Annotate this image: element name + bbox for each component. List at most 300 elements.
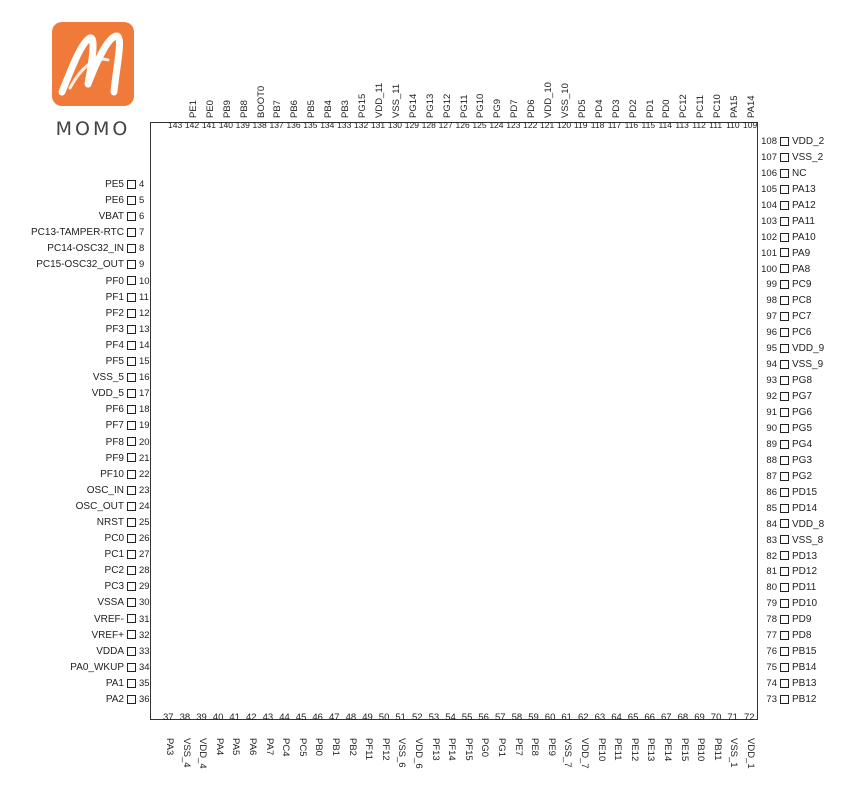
pin-number: 103 bbox=[761, 215, 777, 227]
pin-right-98 bbox=[757, 295, 811, 307]
pin-label: PA11 bbox=[792, 215, 815, 227]
pin-number: 18 bbox=[139, 404, 150, 416]
pin-label: PD12 bbox=[792, 566, 818, 578]
pin-right-100 bbox=[757, 264, 810, 276]
pin-right-104 bbox=[757, 200, 816, 212]
logo-text: MOMO bbox=[55, 118, 131, 140]
pin-label: PG7 bbox=[792, 391, 813, 403]
pin-number: 71 bbox=[727, 712, 738, 723]
pin-number: 115 bbox=[641, 120, 656, 130]
pin-label: VDD_11 bbox=[373, 82, 385, 118]
pin-label: VSS_6 bbox=[396, 738, 408, 768]
pin-left-4 bbox=[105, 179, 153, 191]
pin-top-117 bbox=[607, 60, 625, 130]
pin-right-103 bbox=[757, 216, 815, 228]
pin-number: 14 bbox=[139, 339, 150, 351]
pin-pad bbox=[780, 535, 789, 544]
pin-number: 20 bbox=[139, 436, 150, 448]
chip-body bbox=[150, 122, 758, 720]
pin-number: 131 bbox=[370, 120, 386, 130]
pin-left-32 bbox=[91, 630, 153, 642]
pin-right-77 bbox=[757, 630, 811, 642]
pin-top-109 bbox=[743, 60, 760, 130]
pin-bottom-47 bbox=[329, 712, 345, 772]
pin-pad bbox=[127, 518, 136, 527]
pin-right-89 bbox=[757, 439, 812, 451]
pin-number: 129 bbox=[404, 120, 419, 130]
pin-label: PB9 bbox=[221, 100, 233, 118]
pin-label: PG13 bbox=[424, 93, 436, 118]
pin-top-143 bbox=[168, 60, 185, 130]
pin-label: PD7 bbox=[509, 99, 521, 118]
pin-right-108 bbox=[757, 136, 824, 148]
pin-label: VSS_2 bbox=[792, 151, 824, 163]
pin-number: 33 bbox=[139, 645, 150, 657]
pin-number: 40 bbox=[212, 712, 224, 723]
pin-number: 82 bbox=[766, 550, 777, 562]
pin-label: VDD_9 bbox=[792, 343, 825, 355]
pin-label: PE9 bbox=[545, 738, 557, 756]
pin-label: PB10 bbox=[695, 738, 707, 762]
pin-top-112 bbox=[692, 60, 709, 130]
pin-number: 62 bbox=[578, 712, 589, 723]
pin-pad bbox=[780, 280, 789, 289]
pin-right-107 bbox=[757, 152, 823, 164]
pin-number: 117 bbox=[607, 120, 622, 130]
pin-number: 32 bbox=[139, 629, 150, 641]
pin-label: PG14 bbox=[407, 93, 419, 118]
pin-top-128 bbox=[421, 60, 439, 130]
pin-right-79 bbox=[757, 598, 817, 610]
pin-label: PA15 bbox=[729, 95, 741, 118]
pin-number: 21 bbox=[139, 452, 150, 464]
pin-top-118 bbox=[590, 60, 608, 130]
pin-pad bbox=[127, 228, 136, 237]
pin-label: PF13 bbox=[429, 738, 441, 761]
pin-left-33 bbox=[96, 646, 153, 658]
pin-number: 9 bbox=[139, 259, 145, 271]
pin-left-11 bbox=[106, 292, 153, 304]
pin-bottom-58 bbox=[512, 712, 528, 772]
pin-label: PG3 bbox=[792, 454, 813, 466]
pin-bottom-56 bbox=[478, 712, 494, 772]
pin-label: PF4 bbox=[105, 339, 124, 351]
pin-label: PF9 bbox=[105, 452, 124, 464]
pin-left-30 bbox=[97, 597, 153, 609]
pin-number: 133 bbox=[337, 120, 352, 130]
pin-right-86 bbox=[757, 487, 817, 499]
pin-number: 102 bbox=[761, 231, 777, 243]
pin-top-120 bbox=[556, 60, 574, 130]
pin-label: PE1 bbox=[187, 100, 199, 118]
pin-bottom-68 bbox=[678, 712, 694, 772]
pin-number: 31 bbox=[139, 613, 150, 625]
pin-number: 54 bbox=[445, 712, 456, 723]
pin-label: PB11 bbox=[711, 738, 723, 761]
pin-label: OSC_OUT bbox=[75, 500, 124, 512]
pin-left-14 bbox=[106, 340, 153, 352]
pin-label: PA6 bbox=[247, 738, 258, 756]
pin-bottom-66 bbox=[644, 712, 660, 772]
pin-pad bbox=[127, 325, 136, 334]
pin-left-27 bbox=[105, 549, 153, 561]
pin-pad bbox=[780, 248, 789, 257]
pin-pad bbox=[780, 296, 789, 305]
pin-number: 79 bbox=[766, 598, 777, 610]
pin-bottom-43 bbox=[263, 712, 279, 772]
pin-label: PA5 bbox=[230, 738, 242, 756]
pin-pad bbox=[127, 276, 136, 285]
pin-label: PC12 bbox=[678, 94, 690, 118]
pin-number: 61 bbox=[561, 712, 572, 723]
pin-label: PD0 bbox=[661, 99, 673, 118]
pin-number: 140 bbox=[218, 120, 233, 130]
pin-right-90 bbox=[757, 423, 812, 435]
pin-number: 110 bbox=[726, 120, 740, 130]
pin-bottom-65 bbox=[628, 712, 644, 772]
pin-right-97 bbox=[757, 311, 811, 323]
pin-label: VDD_7 bbox=[579, 738, 590, 769]
pin-number: 19 bbox=[139, 420, 150, 432]
pin-number: 46 bbox=[312, 712, 323, 723]
pin-number: 105 bbox=[761, 183, 777, 195]
pin-bottom-72 bbox=[744, 712, 760, 772]
pin-number: 93 bbox=[766, 375, 777, 387]
pin-number: 114 bbox=[658, 120, 672, 130]
pin-label: PG10 bbox=[475, 93, 487, 118]
pin-number: 94 bbox=[766, 359, 777, 371]
pin-pad bbox=[127, 566, 136, 575]
pin-label: PC5 bbox=[296, 738, 308, 757]
pin-top-111 bbox=[709, 60, 726, 130]
pin-right-74 bbox=[757, 678, 816, 690]
pin-top-116 bbox=[624, 60, 642, 130]
pin-pad bbox=[780, 599, 789, 608]
pin-number: 125 bbox=[472, 120, 487, 130]
pin-number: 64 bbox=[611, 712, 622, 723]
pin-pad bbox=[127, 260, 136, 269]
pin-label: PE7 bbox=[512, 738, 524, 756]
pin-top-142 bbox=[184, 60, 202, 130]
pin-pad bbox=[127, 614, 136, 623]
pin-number: 132 bbox=[354, 120, 369, 130]
pin-pad bbox=[127, 453, 136, 462]
pin-label: PB14 bbox=[792, 662, 817, 674]
pin-label: PF5 bbox=[105, 356, 124, 368]
pin-number: 109 bbox=[743, 120, 758, 130]
pin-top-133 bbox=[337, 60, 354, 130]
pin-pad bbox=[780, 185, 789, 194]
pin-pad bbox=[780, 440, 789, 449]
pin-label: PC2 bbox=[104, 565, 124, 577]
pin-bottom-50 bbox=[379, 712, 395, 772]
pin-label: PD4 bbox=[593, 99, 605, 118]
pin-number: 126 bbox=[455, 120, 470, 130]
pin-number: 76 bbox=[766, 646, 777, 658]
pin-number: 107 bbox=[761, 151, 777, 163]
pin-right-95 bbox=[757, 343, 824, 355]
pin-top-139 bbox=[235, 60, 253, 130]
pin-pad bbox=[780, 201, 789, 210]
pin-number: 123 bbox=[506, 120, 521, 130]
pin-pad bbox=[780, 360, 789, 369]
pin-number: 97 bbox=[766, 311, 777, 323]
pin-left-18 bbox=[106, 404, 153, 416]
pin-label: PD10 bbox=[792, 598, 818, 610]
pin-bottom-71 bbox=[727, 712, 743, 772]
pin-label: PE5 bbox=[105, 179, 124, 190]
pin-label: BOOT0 bbox=[255, 85, 267, 118]
pin-pad bbox=[780, 376, 789, 385]
pin-label: VBAT bbox=[98, 211, 124, 223]
pin-label: PE15 bbox=[678, 738, 690, 762]
pin-top-132 bbox=[354, 60, 371, 130]
pin-label: PD9 bbox=[792, 614, 812, 626]
pin-pad bbox=[127, 534, 136, 543]
pin-label: PE13 bbox=[645, 738, 657, 762]
pin-left-19 bbox=[106, 420, 153, 432]
pin-number: 37 bbox=[163, 712, 174, 723]
pin-pad bbox=[780, 679, 789, 688]
pin-number: 48 bbox=[345, 712, 357, 723]
pin-bottom-45 bbox=[296, 712, 312, 772]
pin-label: VSS_8 bbox=[792, 534, 824, 546]
pin-pad bbox=[780, 488, 789, 497]
pin-left-29 bbox=[105, 581, 153, 593]
pin-number: 104 bbox=[761, 199, 777, 211]
pin-label: PB2 bbox=[346, 738, 358, 756]
pin-label: VSS_5 bbox=[92, 372, 124, 384]
pin-number: 84 bbox=[766, 518, 777, 530]
pin-number: 47 bbox=[329, 712, 340, 723]
pin-pad bbox=[780, 312, 789, 321]
pin-right-83 bbox=[757, 535, 823, 547]
pin-label: PA4 bbox=[213, 738, 225, 756]
momo-logo bbox=[48, 22, 138, 142]
pin-label: PC0 bbox=[104, 533, 124, 545]
pin-bottom-38 bbox=[180, 712, 196, 772]
pin-pad bbox=[780, 631, 789, 640]
pin-number: 134 bbox=[320, 120, 335, 130]
pin-pad bbox=[127, 373, 136, 382]
pin-label: PC10 bbox=[712, 94, 724, 118]
pin-label: PA2 bbox=[105, 694, 124, 705]
pin-label: PA13 bbox=[792, 183, 816, 195]
pin-left-5 bbox=[105, 195, 153, 207]
pin-top-141 bbox=[201, 60, 219, 130]
pin-label: OSC_IN bbox=[86, 484, 124, 496]
pin-number: 42 bbox=[246, 712, 257, 723]
pin-right-80 bbox=[757, 582, 816, 594]
pin-number: 10 bbox=[139, 275, 150, 287]
pin-pad bbox=[127, 405, 136, 414]
pin-right-96 bbox=[757, 327, 811, 339]
pin-label: VDD_2 bbox=[792, 136, 825, 147]
pin-left-13 bbox=[106, 324, 153, 336]
pin-number: 8 bbox=[139, 243, 145, 255]
pin-label: VDDA bbox=[96, 645, 124, 657]
pin-number: 99 bbox=[766, 279, 777, 291]
pin-number: 87 bbox=[766, 470, 777, 482]
pin-bottom-53 bbox=[429, 712, 445, 772]
pin-label: VDD_8 bbox=[792, 518, 825, 530]
pin-number: 85 bbox=[766, 502, 777, 514]
pin-left-26 bbox=[105, 533, 153, 545]
pin-label: PB0 bbox=[313, 738, 325, 756]
pin-bottom-37 bbox=[163, 712, 179, 772]
pin-right-101 bbox=[757, 248, 810, 260]
pin-label: PC8 bbox=[792, 295, 812, 307]
pin-number: 29 bbox=[139, 581, 150, 593]
pin-pad bbox=[780, 392, 789, 401]
pin-bottom-52 bbox=[412, 712, 428, 772]
pin-pad bbox=[127, 389, 136, 398]
pin-pad bbox=[127, 357, 136, 366]
pin-label: PB13 bbox=[792, 678, 817, 690]
pin-label: PB6 bbox=[289, 100, 301, 118]
pin-bottom-69 bbox=[694, 712, 710, 772]
pin-left-12 bbox=[106, 308, 153, 320]
pin-label: PA9 bbox=[792, 247, 811, 259]
pin-number: 68 bbox=[677, 712, 689, 723]
pin-top-115 bbox=[641, 60, 659, 130]
pin-pad bbox=[780, 153, 789, 162]
pin-number: 4 bbox=[139, 179, 145, 190]
pin-number: 141 bbox=[201, 120, 216, 130]
pin-top-127 bbox=[438, 60, 456, 130]
pin-label: PF6 bbox=[105, 404, 124, 416]
pin-number: 138 bbox=[252, 120, 267, 130]
pin-number: 95 bbox=[766, 343, 777, 355]
pin-label: PA1 bbox=[105, 677, 124, 689]
pin-number: 75 bbox=[766, 662, 777, 674]
pin-label: PB1 bbox=[330, 738, 341, 756]
pin-label: PF3 bbox=[105, 323, 124, 335]
pin-left-15 bbox=[106, 356, 153, 368]
pin-pad bbox=[127, 663, 136, 672]
pin-pad bbox=[127, 437, 136, 446]
pin-right-78 bbox=[757, 614, 811, 626]
pin-bottom-64 bbox=[611, 712, 627, 772]
pin-right-102 bbox=[757, 232, 816, 244]
pin-pad bbox=[780, 264, 789, 273]
pin-label: PF7 bbox=[105, 420, 124, 432]
pin-label: PF14 bbox=[446, 738, 458, 761]
pin-pad bbox=[780, 169, 789, 178]
pin-number: 100 bbox=[761, 263, 777, 275]
pin-label: PG6 bbox=[792, 407, 813, 419]
pin-pad bbox=[127, 309, 136, 318]
pin-left-10 bbox=[106, 276, 153, 288]
pin-label: PE11 bbox=[612, 738, 624, 761]
pin-number: 92 bbox=[766, 391, 777, 403]
pin-pad bbox=[127, 470, 136, 479]
pin-label: PE12 bbox=[628, 738, 640, 762]
pin-pad bbox=[127, 212, 136, 221]
pin-pad bbox=[780, 647, 789, 656]
pin-label: PC3 bbox=[104, 581, 124, 593]
pin-label: PC4 bbox=[280, 738, 292, 757]
pin-left-34 bbox=[70, 662, 153, 674]
pin-number: 24 bbox=[139, 500, 150, 512]
pin-label: PD14 bbox=[792, 502, 818, 514]
pin-top-124 bbox=[489, 60, 506, 130]
pin-number: 57 bbox=[495, 712, 506, 723]
pin-top-131 bbox=[370, 60, 388, 130]
pin-pad bbox=[780, 456, 789, 465]
pin-number: 111 bbox=[709, 120, 723, 130]
pin-right-88 bbox=[757, 455, 812, 467]
pin-number: 137 bbox=[269, 120, 284, 130]
pin-label: PE14 bbox=[662, 738, 673, 762]
pin-right-75 bbox=[757, 662, 816, 674]
pin-number: 89 bbox=[766, 438, 777, 450]
pin-left-28 bbox=[105, 565, 153, 577]
pin-pad bbox=[127, 196, 136, 205]
pin-left-35 bbox=[106, 678, 153, 690]
pin-number: 86 bbox=[766, 486, 777, 498]
pin-top-121 bbox=[540, 60, 557, 130]
pin-number: 72 bbox=[744, 712, 755, 723]
pin-number: 58 bbox=[511, 712, 523, 723]
pin-label: PB8 bbox=[238, 100, 250, 118]
pin-number: 83 bbox=[766, 534, 777, 546]
pin-number: 53 bbox=[428, 712, 440, 723]
pin-number: 17 bbox=[139, 388, 150, 400]
pin-number: 6 bbox=[139, 211, 145, 223]
pin-left-36 bbox=[106, 694, 153, 706]
pin-bottom-61 bbox=[561, 712, 577, 772]
pin-number: 108 bbox=[761, 136, 777, 147]
pin-bottom-59 bbox=[528, 712, 544, 772]
pin-number: 41 bbox=[229, 712, 240, 723]
pin-label: PD15 bbox=[792, 486, 818, 498]
pin-label: PA7 bbox=[263, 738, 275, 756]
pin-right-93 bbox=[757, 375, 812, 387]
pin-number: 128 bbox=[421, 120, 436, 130]
pin-pad bbox=[780, 663, 789, 672]
pin-right-73 bbox=[757, 694, 816, 706]
pin-pad bbox=[780, 551, 789, 560]
pin-top-123 bbox=[506, 60, 523, 130]
pin-number: 77 bbox=[766, 630, 777, 642]
pin-label: PE10 bbox=[595, 738, 607, 762]
pin-right-84 bbox=[757, 519, 824, 531]
pin-left-9 bbox=[36, 259, 153, 271]
pin-pad bbox=[127, 550, 136, 559]
pin-bottom-57 bbox=[495, 712, 511, 772]
pin-label: VSS_7 bbox=[562, 738, 574, 768]
pin-label: PB15 bbox=[792, 646, 817, 658]
pin-label: NC bbox=[792, 167, 807, 179]
pin-label: PF0 bbox=[105, 275, 124, 287]
pin-pad bbox=[127, 695, 136, 704]
pin-label: PB12 bbox=[792, 694, 817, 705]
pin-number: 69 bbox=[694, 712, 705, 723]
pin-right-105 bbox=[757, 184, 816, 196]
pin-number: 124 bbox=[489, 120, 504, 130]
pin-number: 38 bbox=[179, 712, 191, 723]
pin-label: PD11 bbox=[792, 582, 817, 594]
pin-number: 52 bbox=[412, 712, 423, 723]
pin-number: 121 bbox=[540, 120, 555, 130]
pin-number: 98 bbox=[766, 295, 777, 307]
pin-number: 13 bbox=[139, 323, 150, 335]
pin-right-81 bbox=[757, 566, 817, 578]
pin-bottom-54 bbox=[445, 712, 461, 772]
pin-pad bbox=[780, 504, 789, 513]
pin-number: 50 bbox=[378, 712, 390, 723]
